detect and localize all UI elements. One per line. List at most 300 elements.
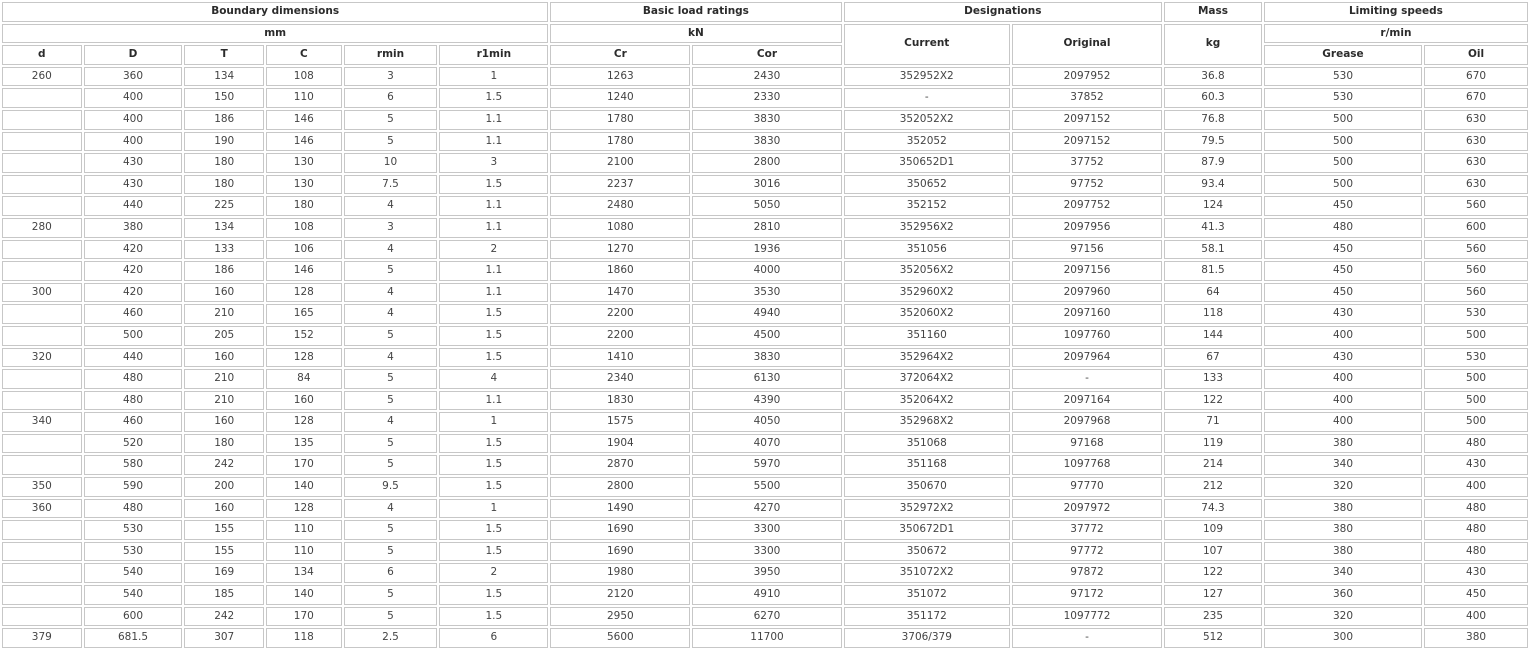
- cell-mass: 76.8: [1164, 110, 1262, 130]
- cell-original: 97772: [1012, 542, 1162, 562]
- cell-d: [2, 434, 82, 454]
- cell-rmin: 5: [344, 455, 438, 475]
- cell-grease: 380: [1264, 434, 1422, 454]
- cell-cor: 3016: [692, 175, 841, 195]
- cell-mass: 87.9: [1164, 153, 1262, 173]
- table-row: [2, 585, 1528, 605]
- cell-cr: 1830: [550, 391, 690, 411]
- cell-cr: 1240: [550, 88, 690, 108]
- cell-oil: 530: [1424, 348, 1528, 368]
- cell-cor: 4940: [692, 304, 841, 324]
- cell-grease: 500: [1264, 175, 1422, 195]
- cell-d: [2, 585, 82, 605]
- cell-cr: 5600: [550, 628, 690, 648]
- cell-C: 170: [266, 607, 342, 627]
- cell-original: 2097160: [1012, 304, 1162, 324]
- cell-r1min: 1.1: [439, 110, 548, 130]
- table-row: [2, 218, 1528, 238]
- cell-rmin: 5: [344, 607, 438, 627]
- cell-oil: 600: [1424, 218, 1528, 238]
- cell-C: 110: [266, 520, 342, 540]
- cell-current: 351072X2: [844, 563, 1010, 583]
- cell-D: 380: [84, 218, 183, 238]
- cell-C: 110: [266, 88, 342, 108]
- cell-r1min: 1.1: [439, 283, 548, 303]
- unit-mm: mm: [2, 24, 548, 44]
- cell-D: 400: [84, 88, 183, 108]
- cell-cor: 5500: [692, 477, 841, 497]
- cell-rmin: 5: [344, 434, 438, 454]
- cell-oil: 480: [1424, 499, 1528, 519]
- table-row: [2, 499, 1528, 519]
- cell-C: 140: [266, 585, 342, 605]
- table-row: [2, 563, 1528, 583]
- cell-d: [2, 369, 82, 389]
- cell-cor: 3830: [692, 110, 841, 130]
- header-column-row: [2, 45, 1528, 65]
- cell-C: 146: [266, 110, 342, 130]
- cell-D: 440: [84, 348, 183, 368]
- table-row: [2, 67, 1528, 87]
- cell-oil: 500: [1424, 412, 1528, 432]
- cell-original: 97770: [1012, 477, 1162, 497]
- table-row: [2, 110, 1528, 130]
- cell-mass: 79.5: [1164, 132, 1262, 152]
- cell-d: 260: [2, 67, 82, 87]
- cell-T: 225: [184, 196, 264, 216]
- cell-current: 3706/379: [844, 628, 1010, 648]
- cell-current: 352956X2: [844, 218, 1010, 238]
- cell-T: 134: [184, 218, 264, 238]
- cell-r1min: 1: [439, 499, 548, 519]
- cell-r1min: 1.5: [439, 304, 548, 324]
- header-mass: Mass: [1164, 2, 1262, 22]
- cell-C: 106: [266, 240, 342, 260]
- cell-rmin: 5: [344, 585, 438, 605]
- cell-original: 2097964: [1012, 348, 1162, 368]
- cell-grease: 400: [1264, 391, 1422, 411]
- cell-grease: 500: [1264, 110, 1422, 130]
- cell-D: 540: [84, 585, 183, 605]
- cell-D: 540: [84, 563, 183, 583]
- cell-oil: 400: [1424, 477, 1528, 497]
- cell-rmin: 3: [344, 218, 438, 238]
- cell-d: [2, 542, 82, 562]
- table-row: [2, 455, 1528, 475]
- cell-rmin: 6: [344, 88, 438, 108]
- cell-cor: 6270: [692, 607, 841, 627]
- cell-D: 460: [84, 304, 183, 324]
- cell-oil: 670: [1424, 88, 1528, 108]
- cell-cor: 4390: [692, 391, 841, 411]
- unit-kn: kN: [550, 24, 841, 44]
- cell-D: 480: [84, 391, 183, 411]
- cell-r1min: 1.5: [439, 520, 548, 540]
- cell-cor: 6130: [692, 369, 841, 389]
- cell-C: 170: [266, 455, 342, 475]
- cell-d: [2, 132, 82, 152]
- cell-cr: 1690: [550, 520, 690, 540]
- cell-original: 2097968: [1012, 412, 1162, 432]
- col-cor: Cor: [692, 45, 841, 65]
- cell-rmin: 3: [344, 67, 438, 87]
- cell-original: 2097152: [1012, 132, 1162, 152]
- cell-r1min: 3: [439, 153, 548, 173]
- cell-rmin: 5: [344, 520, 438, 540]
- cell-grease: 430: [1264, 348, 1422, 368]
- cell-rmin: 9.5: [344, 477, 438, 497]
- cell-original: 97172: [1012, 585, 1162, 605]
- cell-original: 37752: [1012, 153, 1162, 173]
- cell-oil: 500: [1424, 326, 1528, 346]
- cell-grease: 380: [1264, 499, 1422, 519]
- cell-oil: 630: [1424, 132, 1528, 152]
- cell-cr: 1780: [550, 110, 690, 130]
- cell-cor: 4500: [692, 326, 841, 346]
- cell-cor: 4910: [692, 585, 841, 605]
- cell-cr: 1470: [550, 283, 690, 303]
- cell-grease: 530: [1264, 88, 1422, 108]
- cell-mass: 41.3: [1164, 218, 1262, 238]
- cell-D: 400: [84, 110, 183, 130]
- cell-cor: 2810: [692, 218, 841, 238]
- cell-current: 350652D1: [844, 153, 1010, 173]
- cell-D: 480: [84, 499, 183, 519]
- table-row: [2, 348, 1528, 368]
- table-row: [2, 283, 1528, 303]
- cell-r1min: 1.5: [439, 434, 548, 454]
- cell-grease: 400: [1264, 412, 1422, 432]
- cell-cr: 1263: [550, 67, 690, 87]
- col-grease: Grease: [1264, 45, 1422, 65]
- cell-oil: 450: [1424, 585, 1528, 605]
- cell-original: 2097960: [1012, 283, 1162, 303]
- cell-d: [2, 563, 82, 583]
- header-basic-load-ratings: Basic load ratings: [550, 2, 841, 22]
- cell-T: 242: [184, 455, 264, 475]
- cell-T: 205: [184, 326, 264, 346]
- cell-d: 350: [2, 477, 82, 497]
- cell-rmin: 7.5: [344, 175, 438, 195]
- unit-kg: kg: [1164, 24, 1262, 65]
- cell-current: 352152: [844, 196, 1010, 216]
- cell-original: 1097760: [1012, 326, 1162, 346]
- cell-cr: 2200: [550, 326, 690, 346]
- cell-C: 128: [266, 412, 342, 432]
- cell-D: 400: [84, 132, 183, 152]
- cell-current: 352052: [844, 132, 1010, 152]
- cell-d: [2, 326, 82, 346]
- cell-d: [2, 110, 82, 130]
- cell-C: 118: [266, 628, 342, 648]
- cell-cr: 2870: [550, 455, 690, 475]
- cell-T: 155: [184, 542, 264, 562]
- cell-cr: 2237: [550, 175, 690, 195]
- table-row: [2, 628, 1528, 648]
- table-row: [2, 240, 1528, 260]
- cell-T: 160: [184, 412, 264, 432]
- table-row: [2, 326, 1528, 346]
- cell-original: 2097164: [1012, 391, 1162, 411]
- cell-C: 128: [266, 348, 342, 368]
- header-group-row: [2, 2, 1528, 22]
- cell-rmin: 5: [344, 326, 438, 346]
- cell-d: 320: [2, 348, 82, 368]
- cell-r1min: 2: [439, 240, 548, 260]
- cell-cr: 1080: [550, 218, 690, 238]
- cell-rmin: 6: [344, 563, 438, 583]
- cell-mass: 122: [1164, 391, 1262, 411]
- cell-oil: 480: [1424, 434, 1528, 454]
- cell-rmin: 4: [344, 412, 438, 432]
- header-designations: Designations: [844, 2, 1163, 22]
- header-limiting-speeds: Limiting speeds: [1264, 2, 1528, 22]
- cell-mass: 60.3: [1164, 88, 1262, 108]
- cell-cor: 4050: [692, 412, 841, 432]
- cell-D: 600: [84, 607, 183, 627]
- cell-cr: 1575: [550, 412, 690, 432]
- cell-D: 530: [84, 542, 183, 562]
- cell-C: 152: [266, 326, 342, 346]
- cell-current: 352952X2: [844, 67, 1010, 87]
- cell-rmin: 5: [344, 391, 438, 411]
- cell-D: 420: [84, 283, 183, 303]
- table-row: [2, 434, 1528, 454]
- cell-current: -: [844, 88, 1010, 108]
- cell-mass: 133: [1164, 369, 1262, 389]
- cell-cr: 1904: [550, 434, 690, 454]
- cell-oil: 380: [1424, 628, 1528, 648]
- cell-original: 2097972: [1012, 499, 1162, 519]
- cell-C: 108: [266, 218, 342, 238]
- table-row: [2, 261, 1528, 281]
- cell-rmin: 10: [344, 153, 438, 173]
- cell-rmin: 4: [344, 240, 438, 260]
- cell-mass: 124: [1164, 196, 1262, 216]
- cell-current: 350652: [844, 175, 1010, 195]
- cell-oil: 480: [1424, 542, 1528, 562]
- cell-original: 37852: [1012, 88, 1162, 108]
- cell-grease: 360: [1264, 585, 1422, 605]
- cell-D: 520: [84, 434, 183, 454]
- cell-D: 590: [84, 477, 183, 497]
- cell-C: 135: [266, 434, 342, 454]
- cell-cor: 4270: [692, 499, 841, 519]
- cell-cr: 1780: [550, 132, 690, 152]
- cell-cr: 1690: [550, 542, 690, 562]
- cell-C: 84: [266, 369, 342, 389]
- cell-current: 352960X2: [844, 283, 1010, 303]
- cell-oil: 500: [1424, 369, 1528, 389]
- cell-original: 2097956: [1012, 218, 1162, 238]
- cell-T: 200: [184, 477, 264, 497]
- cell-rmin: 5: [344, 369, 438, 389]
- cell-current: 352968X2: [844, 412, 1010, 432]
- cell-oil: 630: [1424, 110, 1528, 130]
- cell-grease: 450: [1264, 196, 1422, 216]
- cell-d: [2, 455, 82, 475]
- col-d: d: [2, 45, 82, 65]
- cell-mass: 107: [1164, 542, 1262, 562]
- cell-cor: 2800: [692, 153, 841, 173]
- cell-cr: 2480: [550, 196, 690, 216]
- cell-original: 2097952: [1012, 67, 1162, 87]
- table-row: [2, 607, 1528, 627]
- cell-mass: 58.1: [1164, 240, 1262, 260]
- cell-rmin: 5: [344, 261, 438, 281]
- table-row: [2, 132, 1528, 152]
- header-unit-row: [2, 24, 1528, 44]
- cell-d: [2, 175, 82, 195]
- cell-d: [2, 153, 82, 173]
- cell-current: 352052X2: [844, 110, 1010, 130]
- cell-r1min: 2: [439, 563, 548, 583]
- cell-mass: 214: [1164, 455, 1262, 475]
- cell-grease: 380: [1264, 542, 1422, 562]
- cell-original: 37772: [1012, 520, 1162, 540]
- cell-original: 97168: [1012, 434, 1162, 454]
- cell-C: 130: [266, 153, 342, 173]
- cell-r1min: 1.5: [439, 455, 548, 475]
- cell-C: 134: [266, 563, 342, 583]
- cell-current: 352064X2: [844, 391, 1010, 411]
- cell-rmin: 4: [344, 348, 438, 368]
- cell-mass: 235: [1164, 607, 1262, 627]
- cell-C: 110: [266, 542, 342, 562]
- cell-cr: 1490: [550, 499, 690, 519]
- cell-T: 186: [184, 110, 264, 130]
- cell-C: 128: [266, 499, 342, 519]
- cell-current: 352964X2: [844, 348, 1010, 368]
- cell-current: 350670: [844, 477, 1010, 497]
- cell-r1min: 1.5: [439, 326, 548, 346]
- cell-T: 186: [184, 261, 264, 281]
- cell-r1min: 1.1: [439, 218, 548, 238]
- cell-rmin: 2.5: [344, 628, 438, 648]
- cell-grease: 400: [1264, 369, 1422, 389]
- cell-cr: 2100: [550, 153, 690, 173]
- cell-grease: 340: [1264, 563, 1422, 583]
- cell-current: 352972X2: [844, 499, 1010, 519]
- cell-C: 146: [266, 261, 342, 281]
- cell-grease: 450: [1264, 261, 1422, 281]
- cell-D: 360: [84, 67, 183, 87]
- cell-current: 350672: [844, 542, 1010, 562]
- cell-r1min: 1.5: [439, 585, 548, 605]
- cell-cor: 2330: [692, 88, 841, 108]
- cell-cor: 2430: [692, 67, 841, 87]
- cell-oil: 560: [1424, 261, 1528, 281]
- cell-T: 210: [184, 391, 264, 411]
- cell-current: 351068: [844, 434, 1010, 454]
- cell-oil: 530: [1424, 304, 1528, 324]
- cell-r1min: 1.1: [439, 261, 548, 281]
- cell-cr: 2800: [550, 477, 690, 497]
- cell-grease: 480: [1264, 218, 1422, 238]
- cell-grease: 300: [1264, 628, 1422, 648]
- cell-d: [2, 520, 82, 540]
- cell-r1min: 1.5: [439, 542, 548, 562]
- cell-D: 530: [84, 520, 183, 540]
- cell-D: 420: [84, 261, 183, 281]
- cell-r1min: 1.5: [439, 175, 548, 195]
- cell-grease: 450: [1264, 240, 1422, 260]
- cell-mass: 512: [1164, 628, 1262, 648]
- cell-oil: 500: [1424, 391, 1528, 411]
- cell-rmin: 5: [344, 132, 438, 152]
- cell-D: 430: [84, 153, 183, 173]
- cell-mass: 67: [1164, 348, 1262, 368]
- cell-D: 500: [84, 326, 183, 346]
- cell-current: 351168: [844, 455, 1010, 475]
- cell-D: 430: [84, 175, 183, 195]
- col-T: T: [184, 45, 264, 65]
- cell-cor: 3300: [692, 542, 841, 562]
- cell-current: 350672D1: [844, 520, 1010, 540]
- cell-d: 300: [2, 283, 82, 303]
- cell-r1min: 1: [439, 412, 548, 432]
- cell-C: 128: [266, 283, 342, 303]
- cell-mass: 144: [1164, 326, 1262, 346]
- cell-D: 460: [84, 412, 183, 432]
- cell-D: 580: [84, 455, 183, 475]
- col-cr: Cr: [550, 45, 690, 65]
- cell-current: 351056: [844, 240, 1010, 260]
- cell-C: 130: [266, 175, 342, 195]
- cell-cor: 3530: [692, 283, 841, 303]
- cell-oil: 400: [1424, 607, 1528, 627]
- cell-rmin: 4: [344, 283, 438, 303]
- cell-grease: 500: [1264, 132, 1422, 152]
- cell-grease: 530: [1264, 67, 1422, 87]
- cell-grease: 500: [1264, 153, 1422, 173]
- table-row: [2, 88, 1528, 108]
- cell-current: 352060X2: [844, 304, 1010, 324]
- cell-r1min: 1.5: [439, 477, 548, 497]
- cell-oil: 560: [1424, 283, 1528, 303]
- cell-d: [2, 607, 82, 627]
- cell-d: 360: [2, 499, 82, 519]
- cell-D: 420: [84, 240, 183, 260]
- cell-rmin: 4: [344, 196, 438, 216]
- cell-mass: 118: [1164, 304, 1262, 324]
- cell-d: [2, 196, 82, 216]
- cell-original: 97752: [1012, 175, 1162, 195]
- table-row: [2, 520, 1528, 540]
- cell-r1min: 1.5: [439, 607, 548, 627]
- header-original: Original: [1012, 24, 1162, 65]
- cell-T: 160: [184, 348, 264, 368]
- cell-cor: 5970: [692, 455, 841, 475]
- cell-cor: 3300: [692, 520, 841, 540]
- cell-cor: 3830: [692, 132, 841, 152]
- cell-mass: 81.5: [1164, 261, 1262, 281]
- cell-r1min: 1: [439, 67, 548, 87]
- cell-current: 351160: [844, 326, 1010, 346]
- cell-T: 160: [184, 499, 264, 519]
- cell-r1min: 4: [439, 369, 548, 389]
- cell-r1min: 1.1: [439, 132, 548, 152]
- cell-oil: 630: [1424, 153, 1528, 173]
- cell-original: 1097768: [1012, 455, 1162, 475]
- cell-r1min: 1.1: [439, 196, 548, 216]
- table-row: [2, 391, 1528, 411]
- cell-current: 372064X2: [844, 369, 1010, 389]
- cell-mass: 74.3: [1164, 499, 1262, 519]
- cell-grease: 450: [1264, 283, 1422, 303]
- cell-T: 210: [184, 304, 264, 324]
- cell-mass: 119: [1164, 434, 1262, 454]
